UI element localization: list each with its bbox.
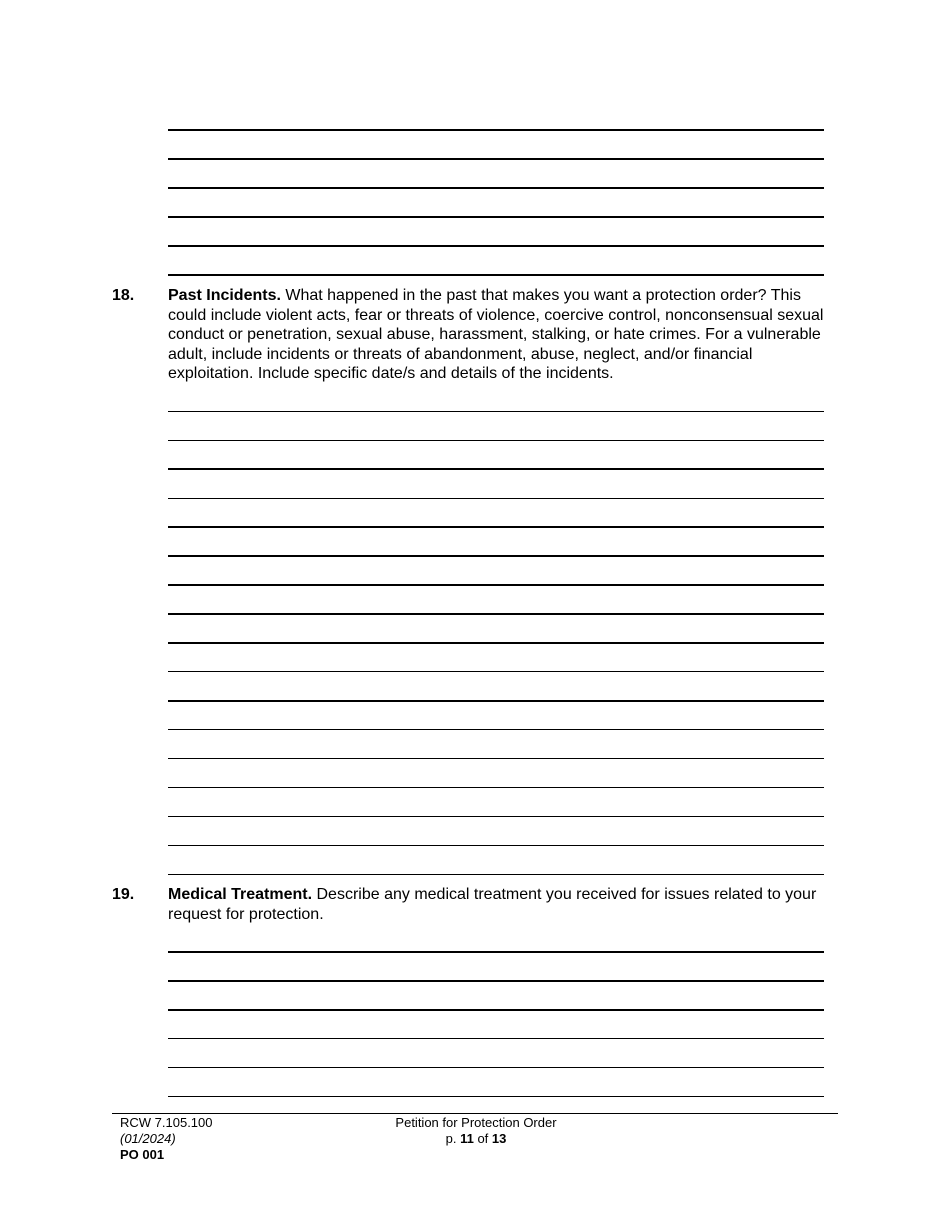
answer-line[interactable] [168, 584, 824, 586]
footer-left [120, 1115, 213, 1163]
answer-line[interactable] [168, 411, 824, 412]
answer-line[interactable] [168, 816, 824, 817]
answer-line[interactable] [168, 555, 824, 557]
answer-line[interactable] [168, 274, 824, 276]
section-19-text [168, 885, 838, 924]
answer-line[interactable] [168, 845, 824, 846]
answer-line[interactable] [168, 613, 824, 615]
answer-line[interactable] [168, 642, 824, 644]
answer-line[interactable] [168, 526, 824, 528]
answer-line[interactable] [168, 216, 824, 218]
answer-line[interactable] [168, 758, 824, 759]
section-18-title: Past Incidents. [168, 287, 281, 304]
section-19-number: 19. [112, 886, 135, 903]
section-19-title: Medical Treatment. [168, 886, 313, 903]
footer-page-number [360, 1131, 592, 1147]
footer-statute: RCW 7.105.100 [120, 1115, 213, 1130]
answer-line[interactable] [168, 129, 824, 131]
section-18-number: 18. [112, 287, 135, 304]
answer-line[interactable] [168, 787, 824, 788]
page-sep: of [473, 1131, 492, 1146]
answer-line[interactable] [168, 951, 824, 953]
page-prefix: p. [445, 1131, 461, 1146]
answer-line[interactable] [168, 700, 824, 702]
answer-line[interactable] [168, 468, 824, 470]
footer-form-code: PO 001 [120, 1147, 165, 1162]
page-total: 13 [491, 1131, 507, 1146]
footer-date: (01/2024) [120, 1131, 176, 1146]
answer-line[interactable] [168, 671, 824, 672]
answer-line[interactable] [168, 440, 824, 441]
footer-form-title: Petition for Protection Order [395, 1115, 557, 1130]
answer-line[interactable] [168, 980, 824, 982]
footer-divider [112, 1113, 838, 1114]
answer-line[interactable] [168, 187, 824, 189]
answer-line[interactable] [168, 1096, 824, 1097]
answer-line[interactable] [168, 729, 824, 730]
answer-line[interactable] [168, 498, 824, 499]
footer-center [360, 1115, 592, 1147]
answer-line[interactable] [168, 1009, 824, 1011]
section-18-text [168, 286, 838, 384]
answer-line[interactable] [168, 1038, 824, 1039]
section-18-body: What happened in the past that makes you want a protection order? This could include violent acts, fear or threats of violence, coercive control, nonconsensual sexual conduct or penetration, sexual abuse, harassment, stalking, or hate crimes. For a vulnerable adult, include incidents or threats of abandonment, abuse, neglect, and/or financial exploitation. Include specific date/s and details of the incidents. [168, 287, 824, 382]
page-current: 11 [460, 1131, 474, 1146]
answer-line[interactable] [168, 245, 824, 247]
answer-line[interactable] [168, 1067, 824, 1068]
section-19-body: Describe any medical treatment you received for issues related to your request for protection. [168, 886, 817, 923]
answer-line[interactable] [168, 874, 824, 875]
answer-line[interactable] [168, 158, 824, 160]
